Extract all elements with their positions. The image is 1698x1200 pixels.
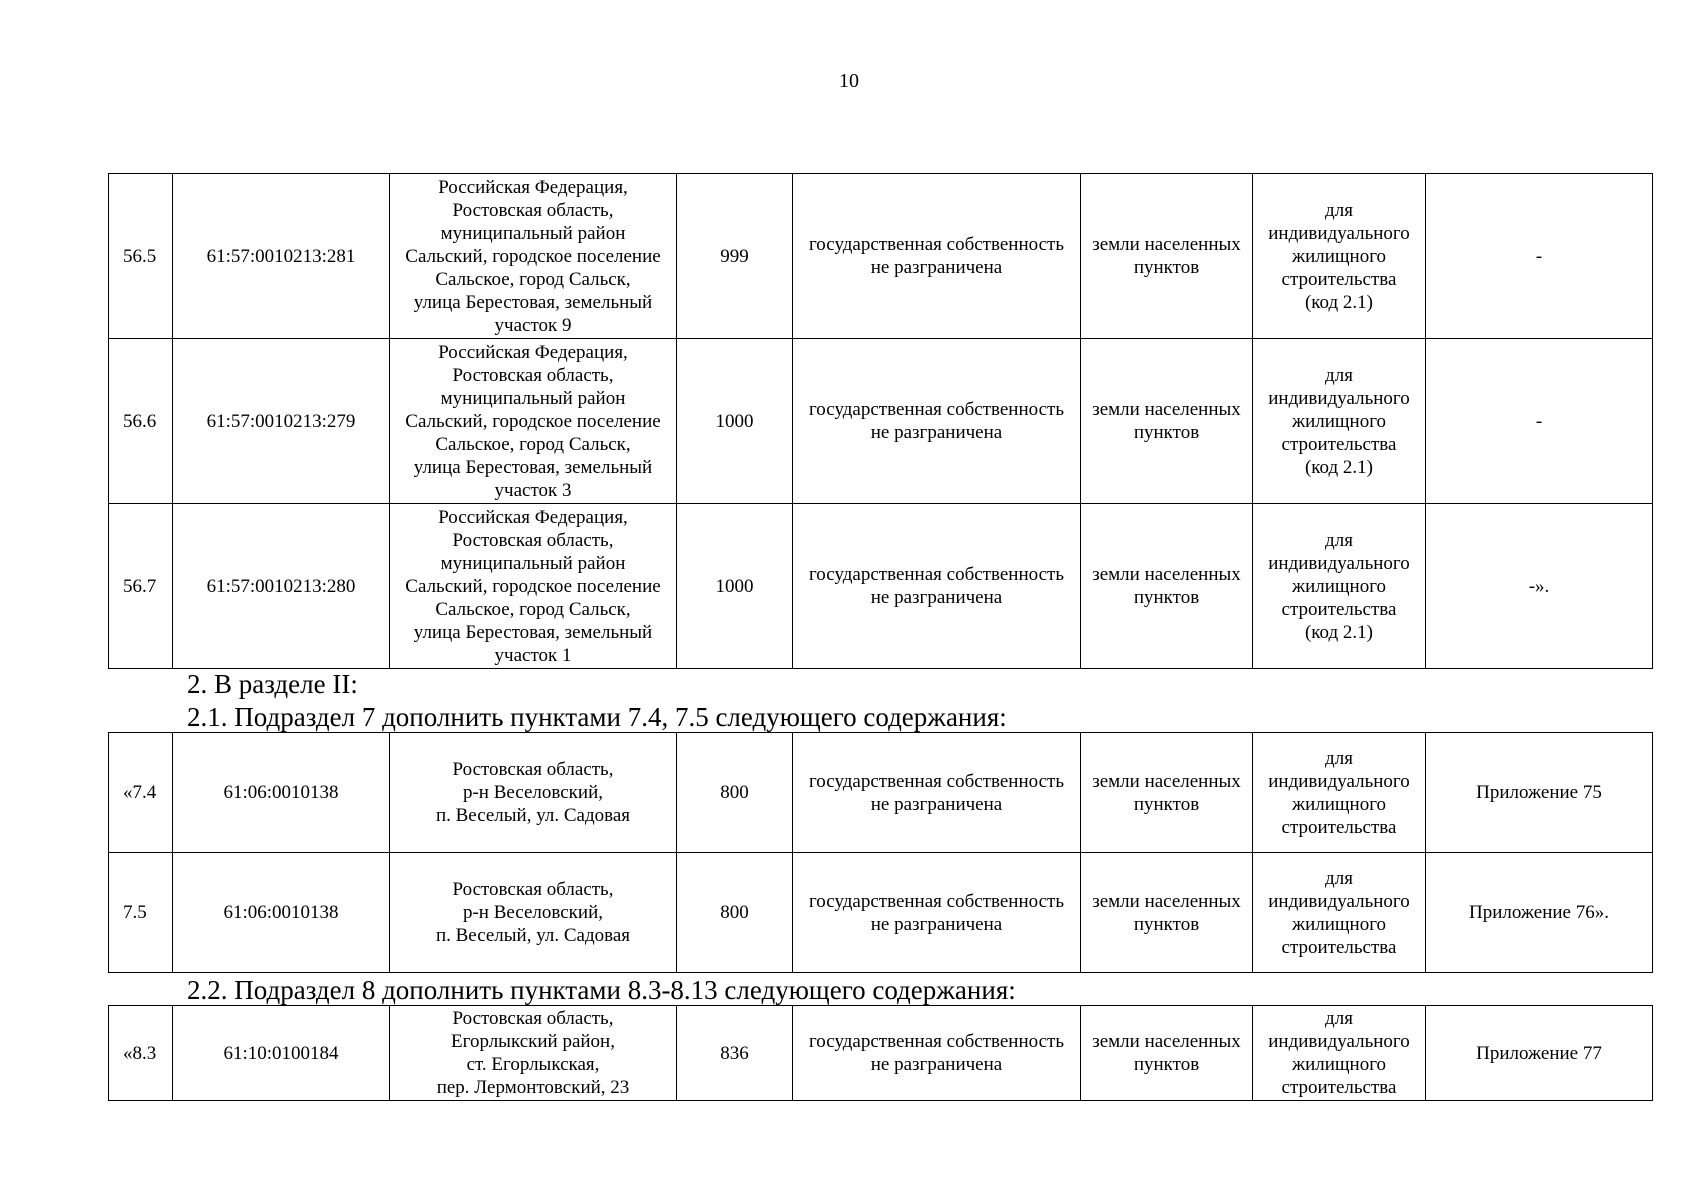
address: Российская Федерация, Ростовская область, муниципальный район Сальский, городское поселение Сальское, город Сальск, улица Берестовая, земельный участок 1 [390,504,677,669]
cadastral-number: 61:57:0010213:280 [173,504,390,669]
land-category: земли населенных пунктов [1081,1006,1253,1101]
table-row [109,733,1653,853]
note: Приложение 75 [1426,733,1653,853]
item-number: «7.4 [109,733,173,853]
ownership: государственная собственность не разграничена [793,504,1081,669]
permitted-use: для индивидуального жилищного строительства [1253,733,1426,853]
item-number: «8.3 [109,1006,173,1101]
ownership: государственная собственность не разграничена [793,1006,1081,1101]
subsection-2-1-heading: 2.1. Подраздел 7 дополнить пунктами 7.4, 7.5 следующего содержания: [187,702,1007,732]
item-number: 56.7 [109,504,173,669]
area: 1000 [677,504,793,669]
ownership: государственная собственность не разграничена [793,733,1081,853]
page-number: 10 [839,70,859,92]
permitted-use: для индивидуального жилищного строительства (код 2.1) [1253,504,1426,669]
table-row [109,504,1653,669]
ownership: государственная собственность не разграничена [793,853,1081,973]
area: 1000 [677,339,793,504]
table-row [109,853,1653,973]
table-row [109,339,1653,504]
ownership: государственная собственность не разграничена [793,174,1081,339]
cadastral-number: 61:57:0010213:279 [173,339,390,504]
table-row [109,174,1653,339]
table-row [109,1006,1653,1101]
area: 800 [677,733,793,853]
ownership: государственная собственность не разграничена [793,339,1081,504]
land-plots-table-7 [108,732,1653,973]
address: Ростовская область, Егорлыкский район, ст. Егорлыкская, пер. Лермонтовский, 23 [390,1006,677,1101]
note: -». [1426,504,1653,669]
land-plots-table-8 [108,1005,1653,1101]
land-category: земли населенных пунктов [1081,853,1253,973]
item-number: 56.6 [109,339,173,504]
address: Ростовская область, р-н Веселовский, п. Веселый, ул. Садовая [390,853,677,973]
item-number: 56.5 [109,174,173,339]
area: 999 [677,174,793,339]
permitted-use: для индивидуального жилищного строительства [1253,853,1426,973]
land-category: земли населенных пунктов [1081,733,1253,853]
section-2-heading: 2. В разделе II: [187,669,358,699]
note: Приложение 76». [1426,853,1653,973]
cadastral-number: 61:10:0100184 [173,1006,390,1101]
permitted-use: для индивидуального жилищного строительства [1253,1006,1426,1101]
permitted-use: для индивидуального жилищного строительства (код 2.1) [1253,339,1426,504]
area: 800 [677,853,793,973]
cadastral-number: 61:57:0010213:281 [173,174,390,339]
land-plots-table-56 [108,173,1653,669]
land-category: земли населенных пунктов [1081,174,1253,339]
permitted-use: для индивидуального жилищного строительства (код 2.1) [1253,174,1426,339]
cadastral-number: 61:06:0010138 [173,733,390,853]
subsection-2-2-heading: 2.2. Подраздел 8 дополнить пунктами 8.3-8.13 следующего содержания: [187,975,1016,1005]
land-category: земли населенных пунктов [1081,339,1253,504]
address: Российская Федерация, Ростовская область, муниципальный район Сальский, городское поселение Сальское, город Сальск, улица Берестовая, земельный участок 3 [390,339,677,504]
cadastral-number: 61:06:0010138 [173,853,390,973]
item-number: 7.5 [109,853,173,973]
note: - [1426,174,1653,339]
area: 836 [677,1006,793,1101]
land-category: земли населенных пунктов [1081,504,1253,669]
address: Ростовская область, р-н Веселовский, п. Веселый, ул. Садовая [390,733,677,853]
note: Приложение 77 [1426,1006,1653,1101]
note: - [1426,339,1653,504]
address: Российская Федерация, Ростовская область, муниципальный район Сальский, городское поселение Сальское, город Сальск, улица Берестовая, земельный участок 9 [390,174,677,339]
